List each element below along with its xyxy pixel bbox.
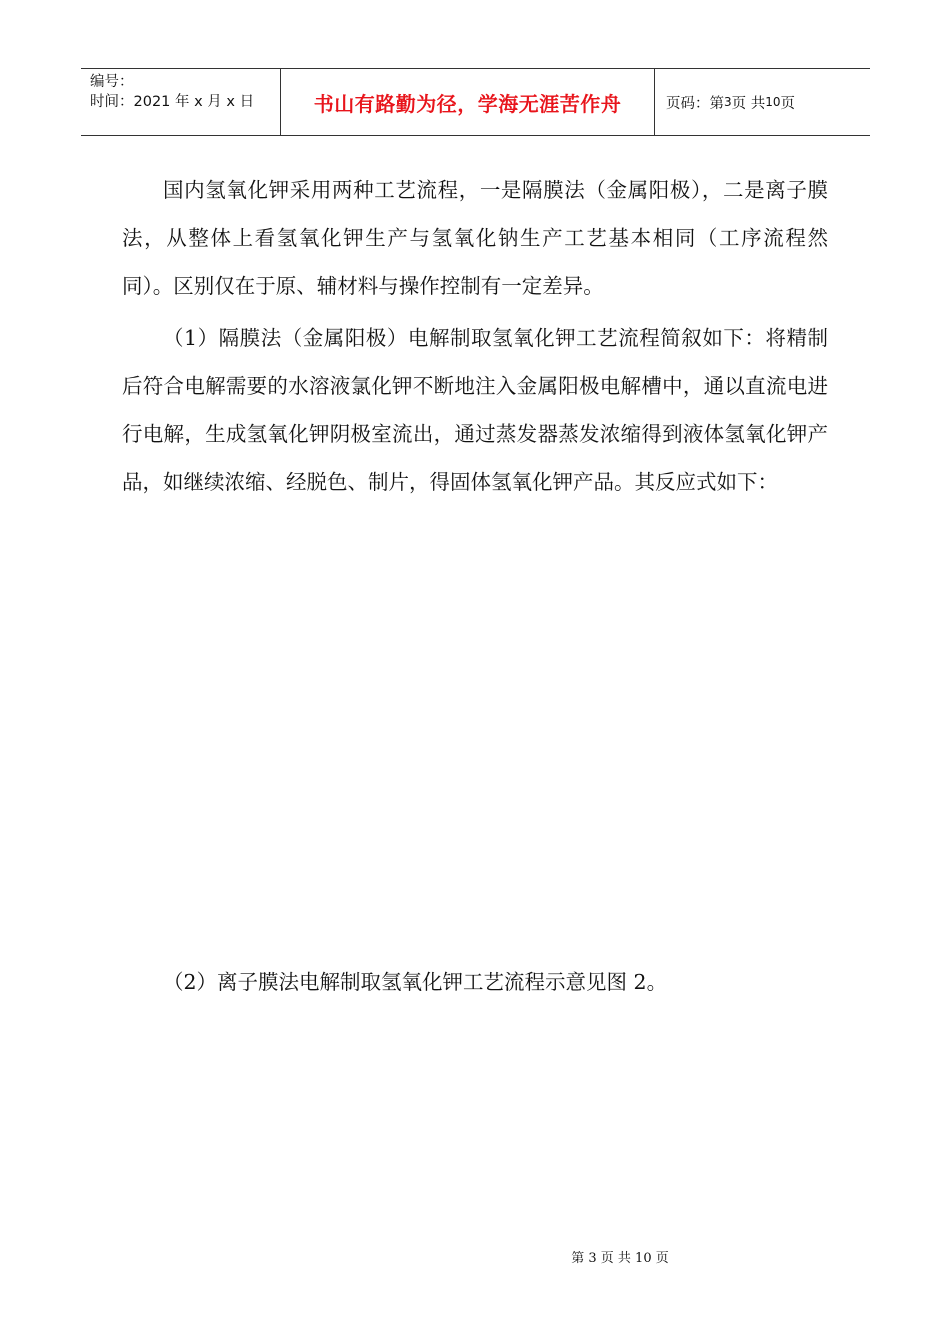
header-info-cell (81, 69, 281, 135)
paragraph-intro: 国内氢氧化钾采用两种工艺流程，一是隔膜法（金属阳极），二是离子膜法，从整体上看氢氧化钾生产与氢氧化钠生产工艺基本相同（工序流程然同）。区别仅在于原、辅材料与操作控制有一定差异。 (122, 178, 828, 298)
date-label: 时间：2021 年 x 月 x 日 (90, 94, 255, 110)
serial-number-label: 编号： (90, 74, 134, 90)
page-current: 3 (724, 95, 732, 109)
page-total: 10 (765, 95, 781, 109)
motto-text: 书山有路勤为径，学海无涯苦作舟 (313, 91, 622, 116)
page-footer: 第 3 页 共 10 页 (571, 1251, 669, 1266)
header-page-cell (655, 69, 870, 135)
paragraph-ion-membrane-method: （2）离子膜法电解制取氢氧化钾工艺流程示意见图 2。 (163, 970, 668, 994)
header-motto-cell (281, 69, 655, 135)
page-prefix: 页码：第 (666, 95, 724, 112)
paragraph-diaphragm-method: （1）隔膜法（金属阳极）电解制取氢氧化钾工艺流程简叙如下：将精制后符合电解需要的水溶液氯化钾不断地注入金属阳极电解槽中，通以直流电进行电解，生成氢氧化钾阴极室流出，通过蒸发器蒸发浓缩得到液体氢氧化钾产品，如继续浓缩、经脱色、制片，得固体氢氧化钾产品。其反应式如下： (122, 326, 828, 494)
page-mid: 页 共 (731, 95, 766, 112)
document-header (81, 68, 870, 136)
page-suffix: 页 (780, 95, 796, 112)
